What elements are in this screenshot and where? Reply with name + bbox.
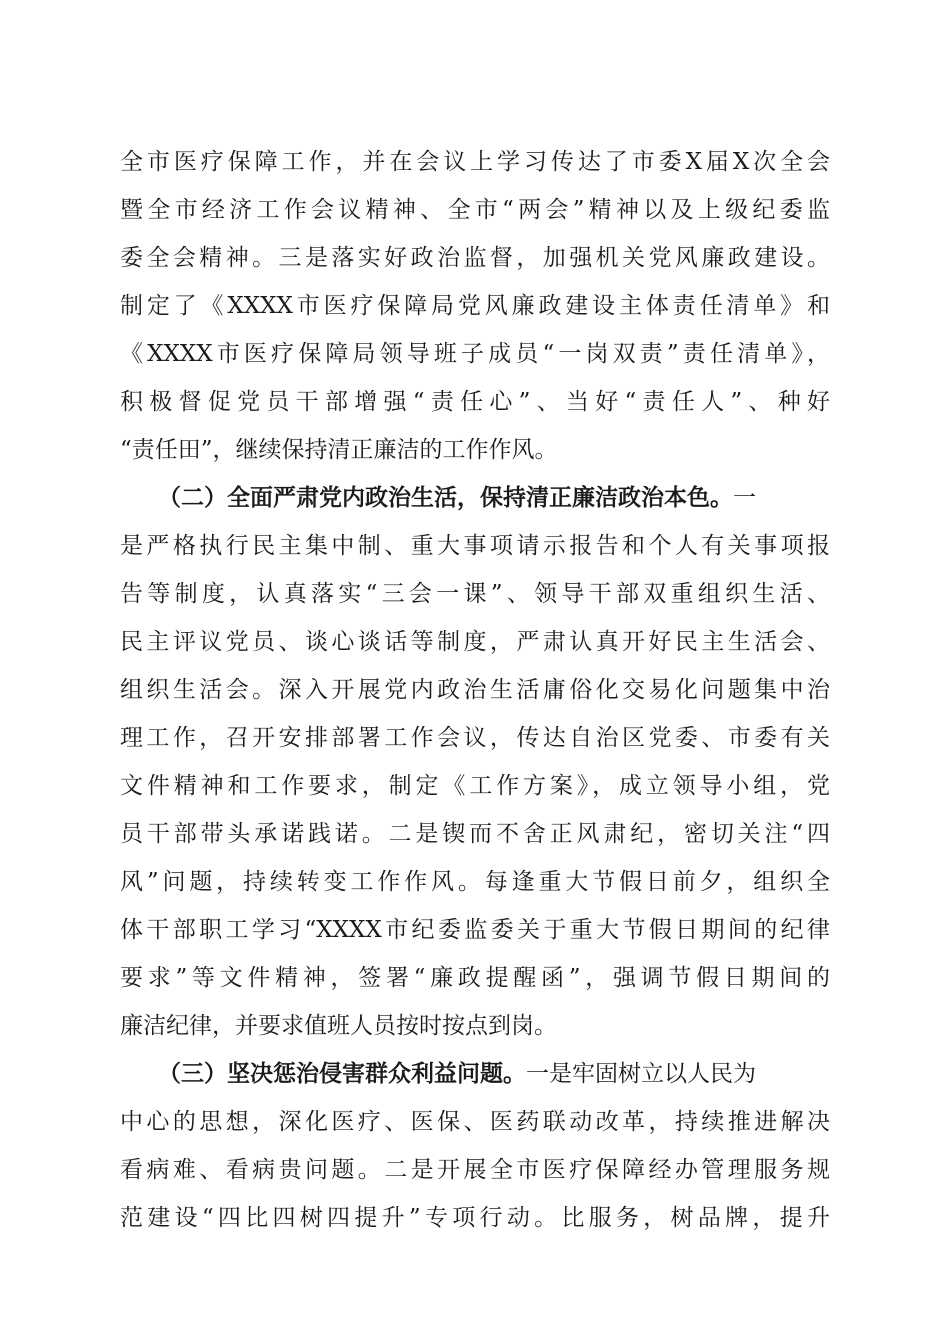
text-line: 理工作，召开安排部署工作会议，传达自治区党委、市委有关: [120, 725, 830, 751]
text-line: 全市医疗保障工作，并在会议上学习传达了市委X届X次全会: [120, 149, 830, 175]
section-text: 一: [733, 485, 756, 511]
text-line: “责任田”，继续保持清正廉洁的工作作风。: [120, 437, 558, 463]
text-line: 范建设“四比四树四提升”专项行动。比服务，树品牌，提升: [120, 1205, 830, 1231]
section-heading-2: （二）全面严肃党内政治生活，保持清正廉洁政治本色。: [158, 484, 733, 511]
text-line: 制定了《XXXX市医疗保障局党风廉政建设主体责任清单》和: [120, 293, 830, 319]
text-line: 中心的思想，深化医疗、医保、医药联动改革，持续推进解决: [120, 1109, 830, 1135]
text-line: 风”问题，持续转变工作作风。每逢重大节假日前夕，组织全: [120, 869, 830, 895]
text-line: 《XXXX市医疗保障局领导班子成员“一岗双责”责任清单》，: [120, 341, 830, 367]
text-line: 要求”等文件精神，签署“廉政提醒函”，强调节假日期间的: [120, 965, 830, 991]
text-line: 民主评议党员、谈心谈话等制度，严肃认真开好民主生活会、: [120, 629, 830, 655]
section-text: 一是牢固树立以人民为: [526, 1061, 756, 1087]
section-heading-3: （三）坚决惩治侵害群众利益问题。: [158, 1060, 526, 1087]
section-line: [158, 478, 830, 518]
text-line: 积极督促党员干部增强“责任心”、当好“责任人”、种好: [120, 389, 830, 415]
text-line: 告等制度，认真落实“三会一课”、领导干部双重组织生活、: [120, 581, 830, 607]
text-line: 体干部职工学习“XXXX市纪委监委关于重大节假日期间的纪律: [120, 917, 830, 943]
text-line: 暨全市经济工作会议精神、全市“两会”精神以及上级纪委监: [120, 197, 830, 223]
text-line: 文件精神和工作要求，制定《工作方案》，成立领导小组，党: [120, 773, 830, 799]
text-line: 廉洁纪律，并要求值班人员按时按点到岗。: [120, 1013, 557, 1039]
section-line: [158, 1054, 830, 1094]
text-line: 看病难、看病贵问题。二是开展全市医疗保障经办管理服务规: [120, 1157, 830, 1183]
text-line: 是严格执行民主集中制、重大事项请示报告和个人有关事项报: [120, 533, 830, 559]
text-line: 员干部带头承诺践诺。二是锲而不舍正风肃纪，密切关注“四: [120, 821, 830, 847]
text-line: 委全会精神。三是落实好政治监督，加强机关党风廉政建设。: [120, 245, 830, 271]
text-line: 组织生活会。深入开展党内政治生活庸俗化交易化问题集中治: [120, 677, 830, 703]
